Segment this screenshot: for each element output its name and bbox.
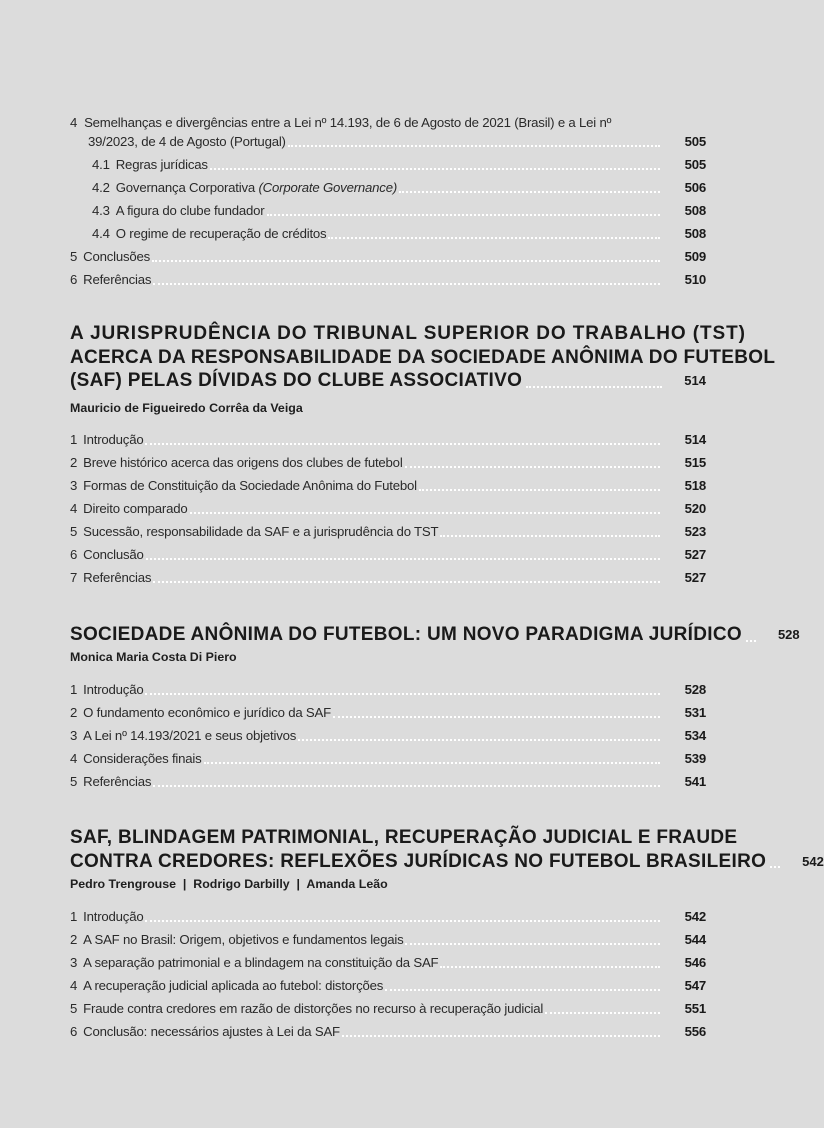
- toc-entry[interactable]: [70, 1000, 706, 1018]
- toc-entry-text: Sucessão, responsabilidade da SAF e a jurisprudência do TST: [83, 524, 439, 539]
- toc-entry-text-italic: (Corporate Governance): [258, 180, 398, 195]
- toc-entry-text: Fraude contra credores em razão de distorções no recurso à recuperação judicial: [83, 1001, 544, 1016]
- page-number: 527: [684, 547, 706, 562]
- leader-dots: [333, 716, 660, 718]
- leader-dots: [146, 558, 660, 560]
- toc-entry-text: A Lei nº 14.193/2021 e seus objetivos: [83, 728, 297, 743]
- page-number: 528: [684, 682, 706, 697]
- toc-entry-number: 6: [70, 272, 78, 287]
- leader-dots: [153, 581, 660, 583]
- toc-entry[interactable]: [70, 977, 706, 995]
- toc-entry-text: A figura do clube fundador: [115, 203, 265, 218]
- leader-dots: [288, 145, 660, 147]
- page-number: 539: [684, 751, 706, 766]
- toc-entry-number: 4: [70, 115, 78, 130]
- chapter-title-line: [70, 850, 824, 874]
- leader-dots: [419, 489, 660, 491]
- toc-entry-number: 4: [70, 978, 78, 993]
- toc-entry[interactable]: [70, 248, 706, 266]
- toc-entry-number: 6: [70, 547, 78, 562]
- leader-dots: [399, 191, 660, 193]
- chapter-authors: Mauricio de Figueiredo Corrêa da Veiga: [70, 401, 303, 415]
- toc-entry[interactable]: [70, 431, 706, 449]
- leader-dots: [328, 237, 660, 239]
- toc-entry-text: Breve histórico acerca das origens dos clubes de futebol: [83, 455, 403, 470]
- toc-entry[interactable]: [70, 523, 706, 541]
- leader-dots: [153, 283, 660, 285]
- toc-entry[interactable]: [70, 500, 706, 518]
- chapter-title-line: ACERCA DA RESPONSABILIDADE DA SOCIEDADE ANÔNIMA DO FUTEBOL: [70, 346, 776, 368]
- toc-entry[interactable]: [70, 179, 706, 197]
- toc-entry-text: Referências: [83, 774, 152, 789]
- page-number: 527: [684, 570, 706, 585]
- page-number: 505: [684, 134, 706, 149]
- toc-entry-text: Regras jurídicas: [115, 157, 208, 172]
- toc-entry-text: Semelhanças e divergências entre a Lei nº 14.193, de 6 de Agosto de 2021 (Brasil) e a Lei nº: [84, 115, 612, 130]
- toc-entry[interactable]: [70, 704, 706, 722]
- chapter-title-text: (SAF) PELAS DÍVIDAS DO CLUBE ASSOCIATIVO: [70, 370, 523, 391]
- page-number: 508: [684, 226, 706, 241]
- toc-entry-text: Introdução: [83, 909, 144, 924]
- page-number: 534: [684, 728, 706, 743]
- toc-entry-text-regular: Governança Corporativa: [115, 180, 259, 195]
- page-number: 509: [684, 249, 706, 264]
- toc-entry-number: 5: [70, 1001, 78, 1016]
- toc-entry-text: O regime de recuperação de créditos: [115, 226, 327, 241]
- toc-entry[interactable]: [70, 681, 706, 699]
- chapter-authors: Monica Maria Costa Di Piero: [70, 650, 237, 664]
- toc-entry[interactable]: [70, 225, 706, 243]
- toc-entry-text: Referências: [83, 570, 152, 585]
- toc-entry-number: 5: [70, 249, 78, 264]
- toc-entry-text: Conclusão: necessários ajustes à Lei da SAF: [83, 1024, 340, 1039]
- toc-entry-number: 1: [70, 909, 78, 924]
- toc-entry-text: Introdução: [83, 432, 144, 447]
- toc-entry[interactable]: [70, 908, 706, 926]
- page-number: 546: [684, 955, 706, 970]
- toc-entry-line1: [70, 114, 670, 132]
- leader-dots: [152, 260, 660, 262]
- toc-entry[interactable]: [70, 750, 706, 768]
- leader-dots: [385, 989, 660, 991]
- page-number: 544: [684, 932, 706, 947]
- page-number: 510: [684, 272, 706, 287]
- leader-dots: [267, 214, 660, 216]
- toc-entry-number: 4: [70, 501, 78, 516]
- page-number: 528: [777, 627, 800, 642]
- chapter-title[interactable]: [70, 826, 824, 873]
- toc-entry[interactable]: [70, 271, 706, 289]
- leader-dots: [405, 466, 660, 468]
- leader-dots: [405, 943, 660, 945]
- toc-entry-text: A separação patrimonial e a blindagem na constituição da SAF: [83, 955, 439, 970]
- leader-dots: [746, 640, 756, 642]
- toc-entry-number: 1: [70, 682, 78, 697]
- page-number: 523: [684, 524, 706, 539]
- toc-entry-number: 3: [70, 955, 78, 970]
- toc-entry-number: 4.1: [92, 157, 110, 172]
- leader-dots: [145, 693, 660, 695]
- leader-dots: [210, 168, 660, 170]
- toc-entry-text: O fundamento econômico e jurídico da SAF: [83, 705, 331, 720]
- chapter-title-line: [70, 623, 800, 647]
- leader-dots: [204, 762, 660, 764]
- chapter-title-line: A JURISPRUDÊNCIA DO TRIBUNAL SUPERIOR DO TRABALHO (TST): [70, 323, 746, 344]
- leader-dots: [145, 443, 660, 445]
- toc-entry-number: 1: [70, 432, 78, 447]
- leader-dots: [440, 535, 660, 537]
- page-number: 515: [684, 455, 706, 470]
- leader-dots: [770, 866, 780, 868]
- toc-entry-number: 7: [70, 570, 78, 585]
- toc-entry[interactable]: [70, 156, 706, 174]
- toc-entry[interactable]: [70, 546, 706, 564]
- chapter-authors: Pedro Trengrouse | Rodrigo Darbilly | Amanda Leão: [70, 877, 388, 891]
- page-number: 508: [684, 203, 706, 218]
- page-number: 514: [684, 432, 706, 447]
- page-number: 551: [684, 1001, 706, 1016]
- toc-entry-number: 5: [70, 524, 78, 539]
- toc-entry[interactable]: [70, 202, 706, 220]
- toc-entry-number: 2: [70, 932, 78, 947]
- toc-entry[interactable]: [70, 773, 706, 791]
- toc-entry[interactable]: [70, 133, 706, 151]
- toc-entry-number: 6: [70, 1024, 78, 1039]
- leader-dots: [153, 785, 660, 787]
- toc-entry-number: 3: [70, 478, 78, 493]
- page-number: 520: [684, 501, 706, 516]
- toc-entry-number: 4.2: [92, 180, 110, 195]
- toc-entry-text: Direito comparado: [83, 501, 188, 516]
- toc-entry[interactable]: [70, 454, 706, 472]
- toc-entry-text: [116, 179, 397, 197]
- toc-entry-text: A recuperação judicial aplicada ao futebol: distorções: [83, 978, 384, 993]
- chapter-title-line: [70, 369, 706, 393]
- toc-entry-number: 2: [70, 455, 78, 470]
- toc-entry-text: Referências: [83, 272, 152, 287]
- chapter-title[interactable]: [70, 623, 800, 647]
- toc-entry-number: 4.4: [92, 226, 110, 241]
- leader-dots: [298, 739, 660, 741]
- toc-entry[interactable]: [70, 954, 706, 972]
- chapter-title-text: CONTRA CREDORES: REFLEXÕES JURÍDICAS NO FUTEBOL BRASILEIRO: [70, 850, 767, 872]
- toc-entry-number: 4: [70, 751, 78, 766]
- leader-dots: [145, 920, 660, 922]
- toc-entry-number: 5: [70, 774, 78, 789]
- toc-entry-text: Considerações finais: [83, 751, 202, 766]
- toc-entry-text: Formas de Constituição da Sociedade Anônima do Futebol: [83, 478, 417, 493]
- toc-entry-text: Conclusões: [83, 249, 151, 264]
- toc-entry-number: 4.3: [92, 203, 110, 218]
- toc-entry-text: 39/2023, de 4 de Agosto (Portugal): [88, 134, 286, 149]
- toc-entry[interactable]: [70, 727, 706, 745]
- page-number: 518: [684, 478, 706, 493]
- page-number: 514: [684, 373, 706, 388]
- toc-entry[interactable]: [70, 1023, 706, 1041]
- leader-dots: [440, 966, 660, 968]
- leader-dots: [342, 1035, 660, 1037]
- page-number: 547: [684, 978, 706, 993]
- leader-dots: [190, 512, 661, 514]
- chapter-title-text: SOCIEDADE ANÔNIMA DO FUTEBOL: UM NOVO PARADIGMA JURÍDICO: [70, 624, 742, 645]
- toc-entry[interactable]: [70, 931, 706, 949]
- toc-entry-text: A SAF no Brasil: Origem, objetivos e fundamentos legais: [83, 932, 404, 947]
- page-number: 542: [684, 909, 706, 924]
- toc-entry-text: Introdução: [83, 682, 144, 697]
- page-number: 541: [684, 774, 706, 789]
- page-number: 542: [802, 853, 824, 869]
- chapter-title-line: SAF, BLINDAGEM PATRIMONIAL, RECUPERAÇÃO JUDICIAL E FRAUDE: [70, 827, 738, 848]
- toc-entry-number: 2: [70, 705, 78, 720]
- toc-entry[interactable]: [70, 477, 706, 495]
- chapter-title[interactable]: [70, 322, 776, 393]
- page-number: 556: [684, 1024, 706, 1039]
- page-number: 531: [684, 705, 706, 720]
- toc-entry-number: 3: [70, 728, 78, 743]
- toc-entry[interactable]: [70, 569, 706, 587]
- leader-dots: [545, 1012, 660, 1014]
- page-number: 505: [684, 157, 706, 172]
- leader-dots: [526, 386, 662, 388]
- toc-entry-text: Conclusão: [83, 547, 144, 562]
- page-number: 506: [684, 180, 706, 195]
